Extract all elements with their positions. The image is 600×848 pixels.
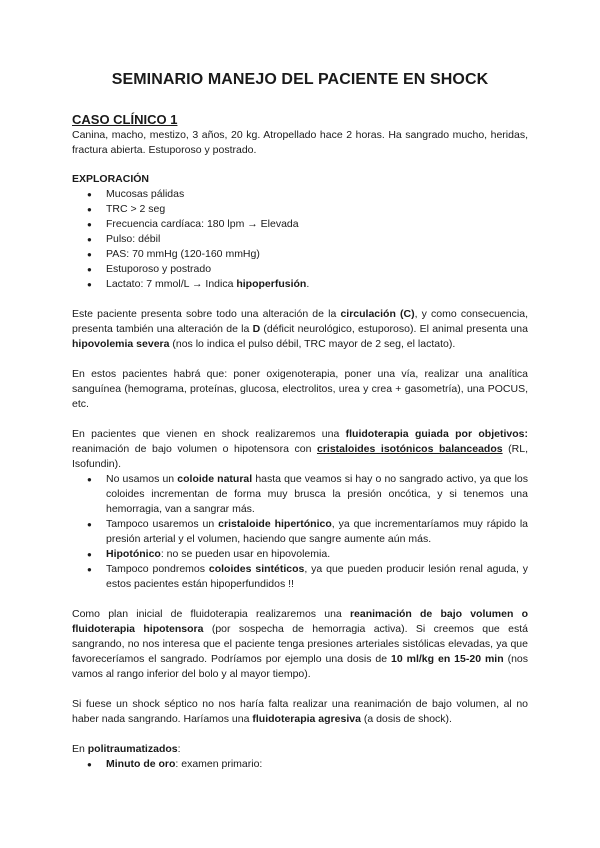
list-item: ● Pulso: débil: [106, 232, 528, 247]
case-heading: CASO CLÍNICO 1: [72, 112, 178, 127]
list-item: ● Tampoco usaremos un cristaloide hipertónico, ya que incrementaríamos muy rápido la presión arterial y el volumen, haciendo que sangre aumente aún más.: [106, 517, 528, 547]
list-item: ● Mucosas pálidas: [106, 187, 528, 202]
paragraph-polytrauma: En politraumatizados:: [72, 743, 181, 755]
list-item: ● Tampoco pondremos coloides sintéticos, ya que pueden producir lesión renal aguda, y estos pacientes están hipoperfundidos !!: [106, 562, 528, 592]
lactate-end: .: [306, 278, 310, 290]
page-title: SEMINARIO MANEJO DEL PACIENTE EN SHOCK: [111, 71, 489, 88]
paragraph-circulation: Este paciente presenta sobre todo una alteración de la circulación (C), y como consecuencia, presenta también una alteración de la D (déficit neurológico, estuporoso). El animal presenta una hipovolemia severa (nos lo indica el pulso débil, TRC mayor de 2 seg, el lactato).: [72, 308, 528, 350]
list-item: ● No usamos un coloide natural hasta que veamos si hay o no sangrado activo, ya que los coloides incrementan de forma muy brusca la presión oncótica, y si tenemos una hemorragia, van a sangrar más.: [106, 472, 528, 517]
exploration-heading: EXPLORACIÓN: [72, 173, 150, 185]
paragraph-initial-plan: Como plan inicial de fluidoterapia realizaremos una reanimación de bajo volumen o fluidoterapia hipotensora (por sospecha de hemorragia activa). Si creemos que está sangrando, no nos interesa que el paciente tenga presiones arteriales sistólicas elevadas, ya que favoreceríamos el sangrado. Podríamos por ejemplo una dosis de 10 ml/kg en 15-20 min (nos vamos al rango inferior del bolo y al mayor tiempo).: [72, 608, 528, 680]
fluid-list: [72, 472, 528, 592]
list-item: [106, 277, 528, 292]
lactate-emphasis: hipoperfusión: [236, 278, 307, 290]
lactate-text: Lactato: 7 mmol/L → Indica: [106, 278, 237, 290]
polytrauma-list: [72, 757, 528, 772]
list-item: ● Hipotónico: no se pueden usar en hipovolemia.: [106, 547, 528, 562]
list-item: ● PAS: 70 mmHg (120-160 mmHg): [106, 247, 528, 262]
case-description: Canina, macho, mestizo, 3 años, 20 kg. Atropellado hace 2 horas. Ha sangrado mucho, heridas, fractura abierta. Estuporoso y postrado.: [72, 129, 528, 156]
list-item: ● Minuto de oro: examen primario:: [106, 757, 528, 772]
exploration-list: [72, 187, 528, 292]
list-item: ● Frecuencia cardíaca: 180 lpm → Elevada: [106, 217, 528, 232]
list-item: ● TRC > 2 seg: [106, 202, 528, 217]
paragraph-septic-shock: Si fuese un shock séptico no nos haría falta realizar una reanimación de bajo volumen, al no haber nada sangrando. Haríamos una fluidoterapia agresiva (a dosis de shock).: [72, 698, 528, 725]
list-item: ● Estuporoso y postrado: [106, 262, 528, 277]
paragraph-treatment: En estos pacientes habrá que: poner oxigenoterapia, poner una vía, realizar una analítica sanguínea (hemograma, proteínas, glucosa, electrolitos, urea y crea + gasometría), una POCUS, etc.: [72, 368, 528, 410]
paragraph-fluidotherapy: En pacientes que vienen en shock realizaremos una fluidoterapia guiada por objetivos: reanimación de bajo volumen o hipotensora con cristaloides isotónicos balanceados (RL, Isofundin).: [72, 428, 528, 470]
